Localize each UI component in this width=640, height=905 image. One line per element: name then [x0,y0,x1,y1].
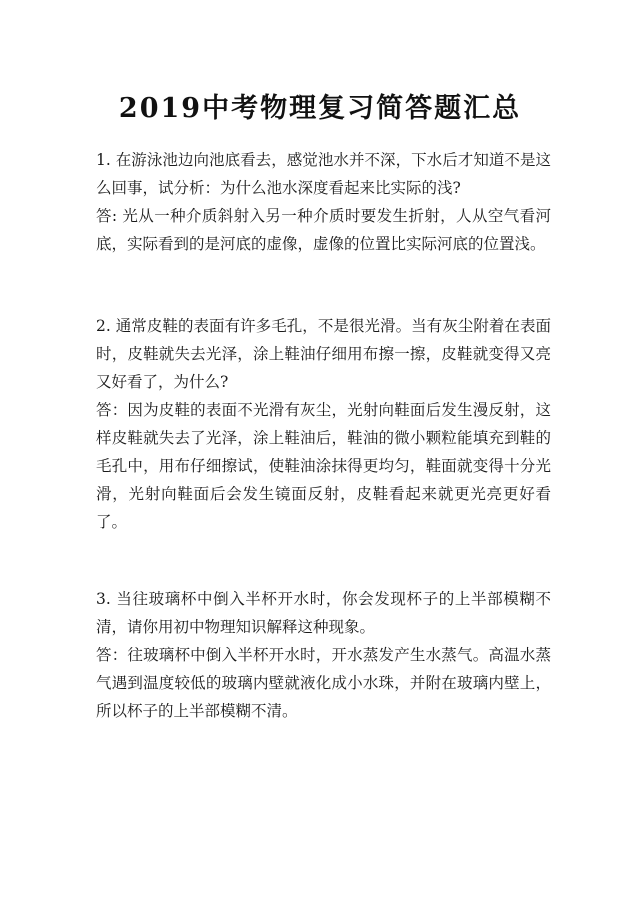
question-text: 2. 通常皮鞋的表面有许多毛孔，不是很光滑。当有灰尘附着在表面时，皮鞋就失去光泽，涂上鞋油仔细用布擦一擦，皮鞋就变得又亮又好看了，为什么? [96,317,551,391]
qa-item-3 [96,585,551,725]
qa-item-2 [96,312,551,536]
answer-text: 答：因为皮鞋的表面不光滑有灰尘，光射向鞋面后发生漫反射，这样皮鞋就失去了光泽，涂上鞋油后，鞋油的微小颗粒能填充到鞋的毛孔中，用布仔细擦试，使鞋油涂抹得更均匀，鞋面就变得十分光滑，光射向鞋面后会发生镜面反射，皮鞋看起来就更光亮更好看了。 [96,401,551,531]
question-text: 1. 在游泳池边向池底看去，感觉池水并不深，下水后才知道不是这么回事，试分析：为什么池水深度看起来比实际的浅? [96,151,551,197]
question-text: 3. 当往玻璃杯中倒入半杯开水时，你会发现杯子的上半部模糊不清，请你用初中物理知识解释这种现象。 [96,590,551,636]
answer-text: 答: 光从一种介质斜射入另一种介质时要发生折射，人从空气看河底，实际看到的是河底的虚像，虚像的位置比实际河底的位置浅。 [96,207,551,253]
page-title: 2019中考物理复习简答题汇总 [118,93,522,124]
answer-text: 答：往玻璃杯中倒入半杯开水时，开水蒸发产生水蒸气。高温水蒸气遇到温度较低的玻璃内壁就液化成小水珠，并附在玻璃内壁上，所以杯子的上半部模糊不清。 [96,646,551,720]
qa-item-1 [96,146,551,258]
